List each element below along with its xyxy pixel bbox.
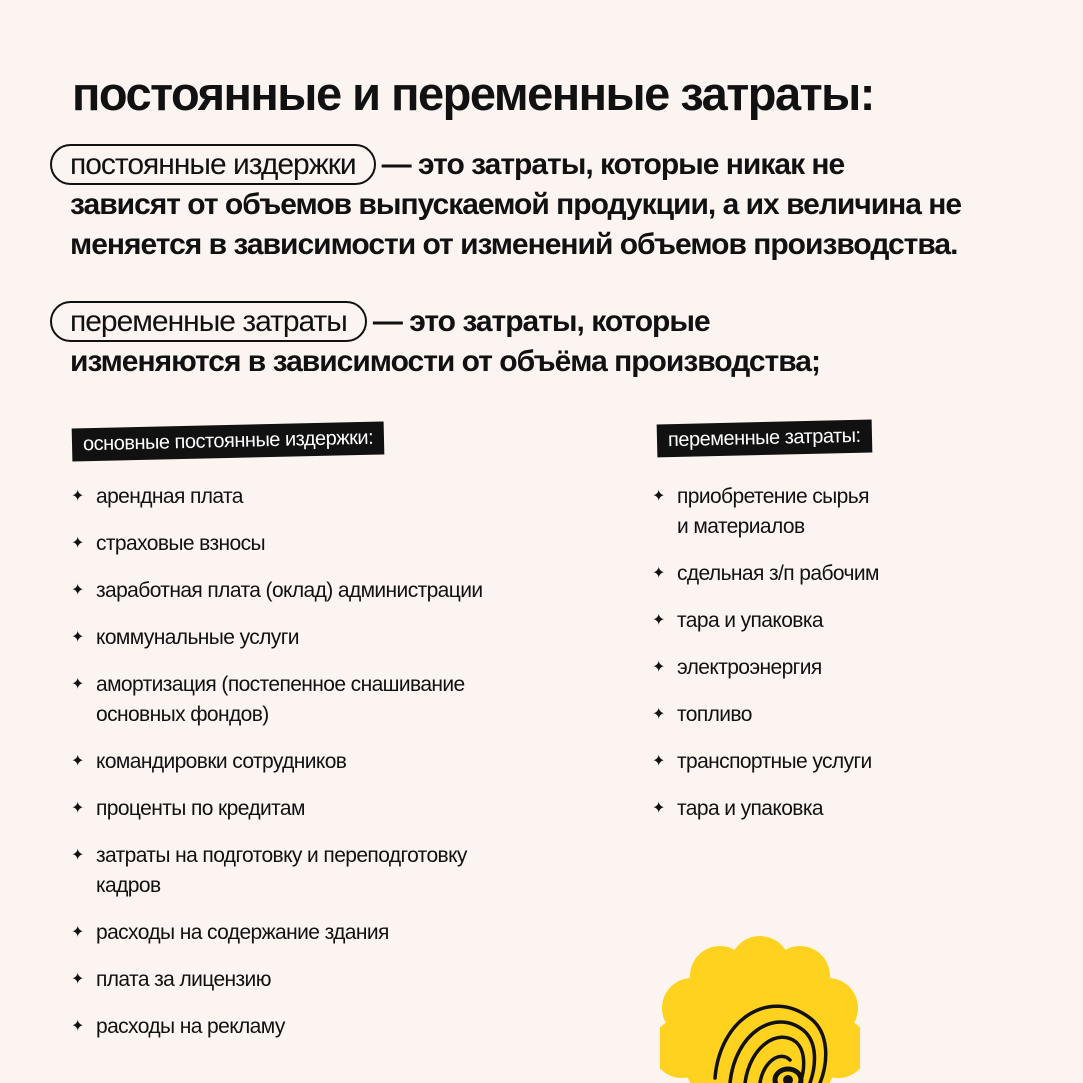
- star-bullet-icon: ✦: [71, 535, 84, 552]
- list-item-text: и материалов: [677, 515, 805, 538]
- list-item: [71, 794, 482, 824]
- list-item: [71, 529, 482, 559]
- star-bullet-icon: ✦: [71, 676, 84, 693]
- list-item-text: проценты по кредитам: [96, 797, 305, 820]
- list-item-text: расходы на содержание здания: [96, 921, 389, 944]
- list-item: [71, 841, 482, 901]
- star-bullet-icon: ✦: [71, 753, 84, 770]
- definition-line: [50, 301, 1040, 342]
- fixed-costs-list: [71, 482, 482, 1059]
- list-item-text: сдельная з/п рабочим: [677, 562, 879, 585]
- list-item: [71, 1012, 482, 1042]
- list-item-text: арендная плата: [96, 485, 243, 508]
- fixed-costs-term-pill: постоянные издержки: [50, 144, 376, 185]
- list-item: [652, 482, 879, 542]
- list-item: [71, 965, 482, 995]
- star-bullet-icon: ✦: [652, 800, 665, 817]
- star-bullet-icon: ✦: [71, 1018, 84, 1035]
- list-item: [71, 918, 482, 948]
- list-item-text: амортизация (постепенное снашивание: [96, 673, 465, 696]
- list-item: [71, 482, 482, 512]
- list-item-text: затраты на подготовку и переподготовку: [96, 844, 467, 867]
- list-item-text: транспортные услуги: [677, 750, 872, 773]
- list-item-text: командировки сотрудников: [96, 750, 347, 773]
- yellow-flower-decoration-icon: [660, 928, 860, 1083]
- list-item: [71, 670, 482, 730]
- list-item: [71, 623, 482, 653]
- list-item-text: расходы на рекламу: [96, 1015, 285, 1038]
- list-item: [71, 576, 482, 606]
- star-bullet-icon: ✦: [652, 488, 665, 505]
- list-item: [652, 606, 879, 636]
- star-bullet-icon: ✦: [652, 612, 665, 629]
- star-bullet-icon: ✦: [652, 659, 665, 676]
- list-item-text: коммунальные услуги: [96, 626, 299, 649]
- star-bullet-icon: ✦: [652, 753, 665, 770]
- star-bullet-icon: ✦: [71, 924, 84, 941]
- list-item: [652, 700, 879, 730]
- variable-costs-list: [652, 482, 879, 841]
- definition-line: меняется в зависимости от изменений объемов производства.: [70, 228, 958, 261]
- list-item-text: топливо: [677, 703, 752, 726]
- variable-costs-term-pill: переменные затраты: [50, 301, 367, 342]
- definition-line: [50, 144, 1040, 185]
- list-item: [652, 747, 879, 777]
- definition-line: изменяются в зависимости от объёма производства;: [70, 345, 820, 378]
- list-item: [652, 559, 879, 589]
- list-item-text: страховые взносы: [96, 532, 266, 555]
- list-item-text: тара и упаковка: [677, 797, 823, 820]
- star-bullet-icon: ✦: [652, 706, 665, 723]
- variable-costs-list-heading: переменные затраты:: [657, 420, 872, 458]
- list-item-text: кадров: [96, 874, 161, 897]
- definition-text: — это затраты, которые никак не: [381, 148, 845, 181]
- list-item-text: тара и упаковка: [677, 609, 823, 632]
- star-bullet-icon: ✦: [71, 582, 84, 599]
- list-item-text: приобретение сырья: [677, 485, 869, 508]
- list-item: [652, 653, 879, 683]
- list-item: [71, 747, 482, 777]
- star-bullet-icon: ✦: [652, 565, 665, 582]
- list-item-text: заработная плата (оклад) администрации: [96, 579, 483, 602]
- list-item: [652, 794, 879, 824]
- star-bullet-icon: ✦: [71, 847, 84, 864]
- fixed-costs-list-heading: основные постоянные издержки:: [72, 421, 385, 461]
- star-bullet-icon: ✦: [71, 488, 84, 505]
- page-title: постоянные и переменные затраты:: [72, 67, 874, 120]
- star-bullet-icon: ✦: [71, 800, 84, 817]
- list-item-text: плата за лицензию: [96, 968, 271, 991]
- fixed-costs-definition: [50, 144, 1040, 265]
- star-bullet-icon: ✦: [71, 971, 84, 988]
- list-item-text: основных фондов): [96, 703, 269, 726]
- variable-costs-definition: [50, 301, 1040, 382]
- definition-text: — это затраты, которые: [372, 305, 710, 338]
- star-bullet-icon: ✦: [71, 629, 84, 646]
- list-item-text: электроэнергия: [677, 656, 822, 679]
- definition-line: зависят от объемов выпускаемой продукции, а их величина не: [70, 188, 962, 221]
